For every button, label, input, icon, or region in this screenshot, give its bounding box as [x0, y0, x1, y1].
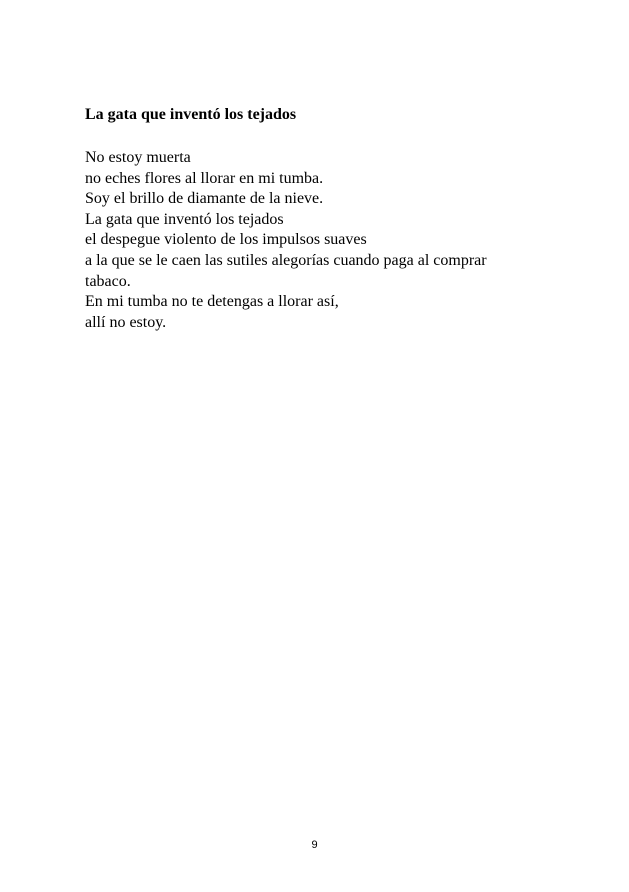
poem-line: Soy el brillo de diamante de la nieve.	[85, 190, 324, 208]
page-number: 9	[311, 839, 318, 851]
poem-line: La gata que inventó los tejados	[85, 210, 284, 228]
poem-line: el despegue violento de los impulsos suaves	[85, 231, 367, 249]
poem-line: no eches flores al llorar en mi tumba.	[85, 169, 324, 187]
poem-line: a la que se le caen las sutiles alegorías cuando paga al comprar	[85, 251, 487, 269]
poem-body	[85, 148, 555, 333]
poem-line: tabaco.	[85, 272, 131, 290]
poem-title: La gata que inventó los tejados	[85, 106, 297, 123]
poem-line: En mi tumba no te detengas a llorar así,	[85, 293, 339, 311]
poem-line: No estoy muerta	[85, 149, 191, 166]
poem-line: allí no estoy.	[85, 313, 167, 331]
